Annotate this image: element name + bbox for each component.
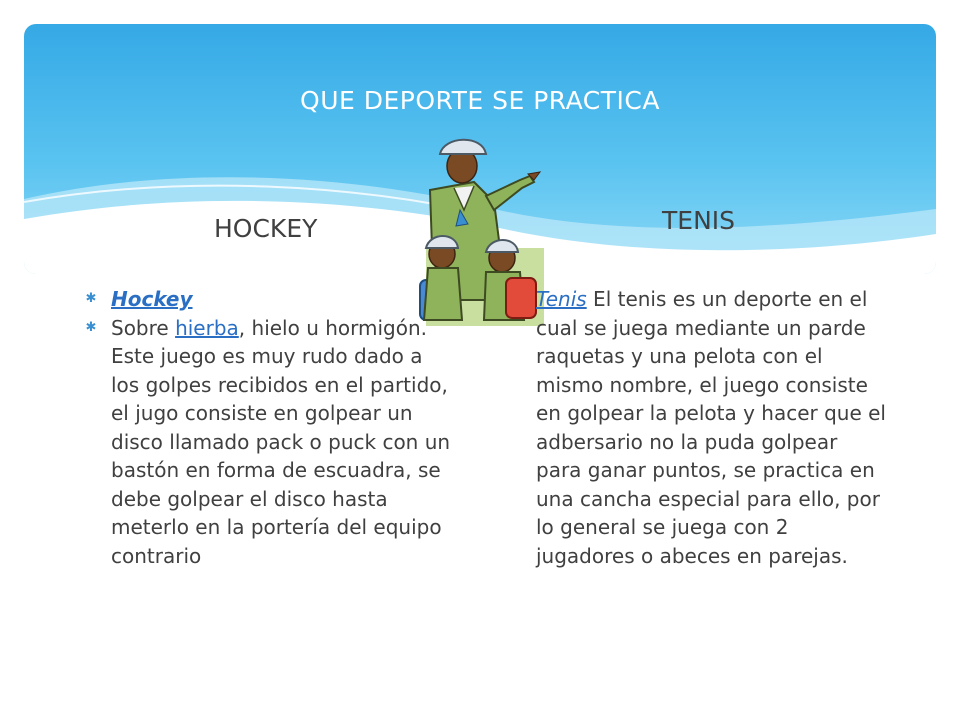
asterisk-bullet-icon: ✱: [85, 319, 97, 335]
hockey-heading: HOCKEY: [214, 214, 318, 243]
hockey-description: , hielo u hormigón. Este juego es muy rudo dado a los golpes recibidos en el partido, el jugo consiste en golpear un disco llamado pack o puck con un bastón en forma de escuadra, se debe golpear el disco hasta meterlo en la portería del equipo contrario: [111, 315, 451, 568]
tenis-heading: TENIS: [662, 206, 736, 235]
asterisk-bullet-icon: ✱: [85, 291, 97, 306]
slide-title: QUE DEPORTE SE PRACTICA: [300, 86, 660, 115]
tenis-description: El tenis es un deporte en el cual se juega mediante un parde raquetas y una pelota con el mismo nombre, el juego consiste en golpear la pelota y hacer que el adbersario no la puda golpear para ganar puntos, se practica en una cancha especial para ello, por lo general se juega con 2 jugadores o abeces en parejas.: [536, 287, 886, 568]
list-item: [84, 314, 454, 571]
list-item: [84, 285, 454, 314]
tenis-column: [536, 285, 886, 570]
hockey-link[interactable]: Hockey: [111, 287, 193, 311]
tenis-link[interactable]: Tenis: [536, 287, 587, 311]
hockey-column: [84, 285, 454, 570]
hockey-text-prefix: Sobre: [111, 315, 176, 340]
hierba-link[interactable]: hierba: [175, 315, 239, 340]
